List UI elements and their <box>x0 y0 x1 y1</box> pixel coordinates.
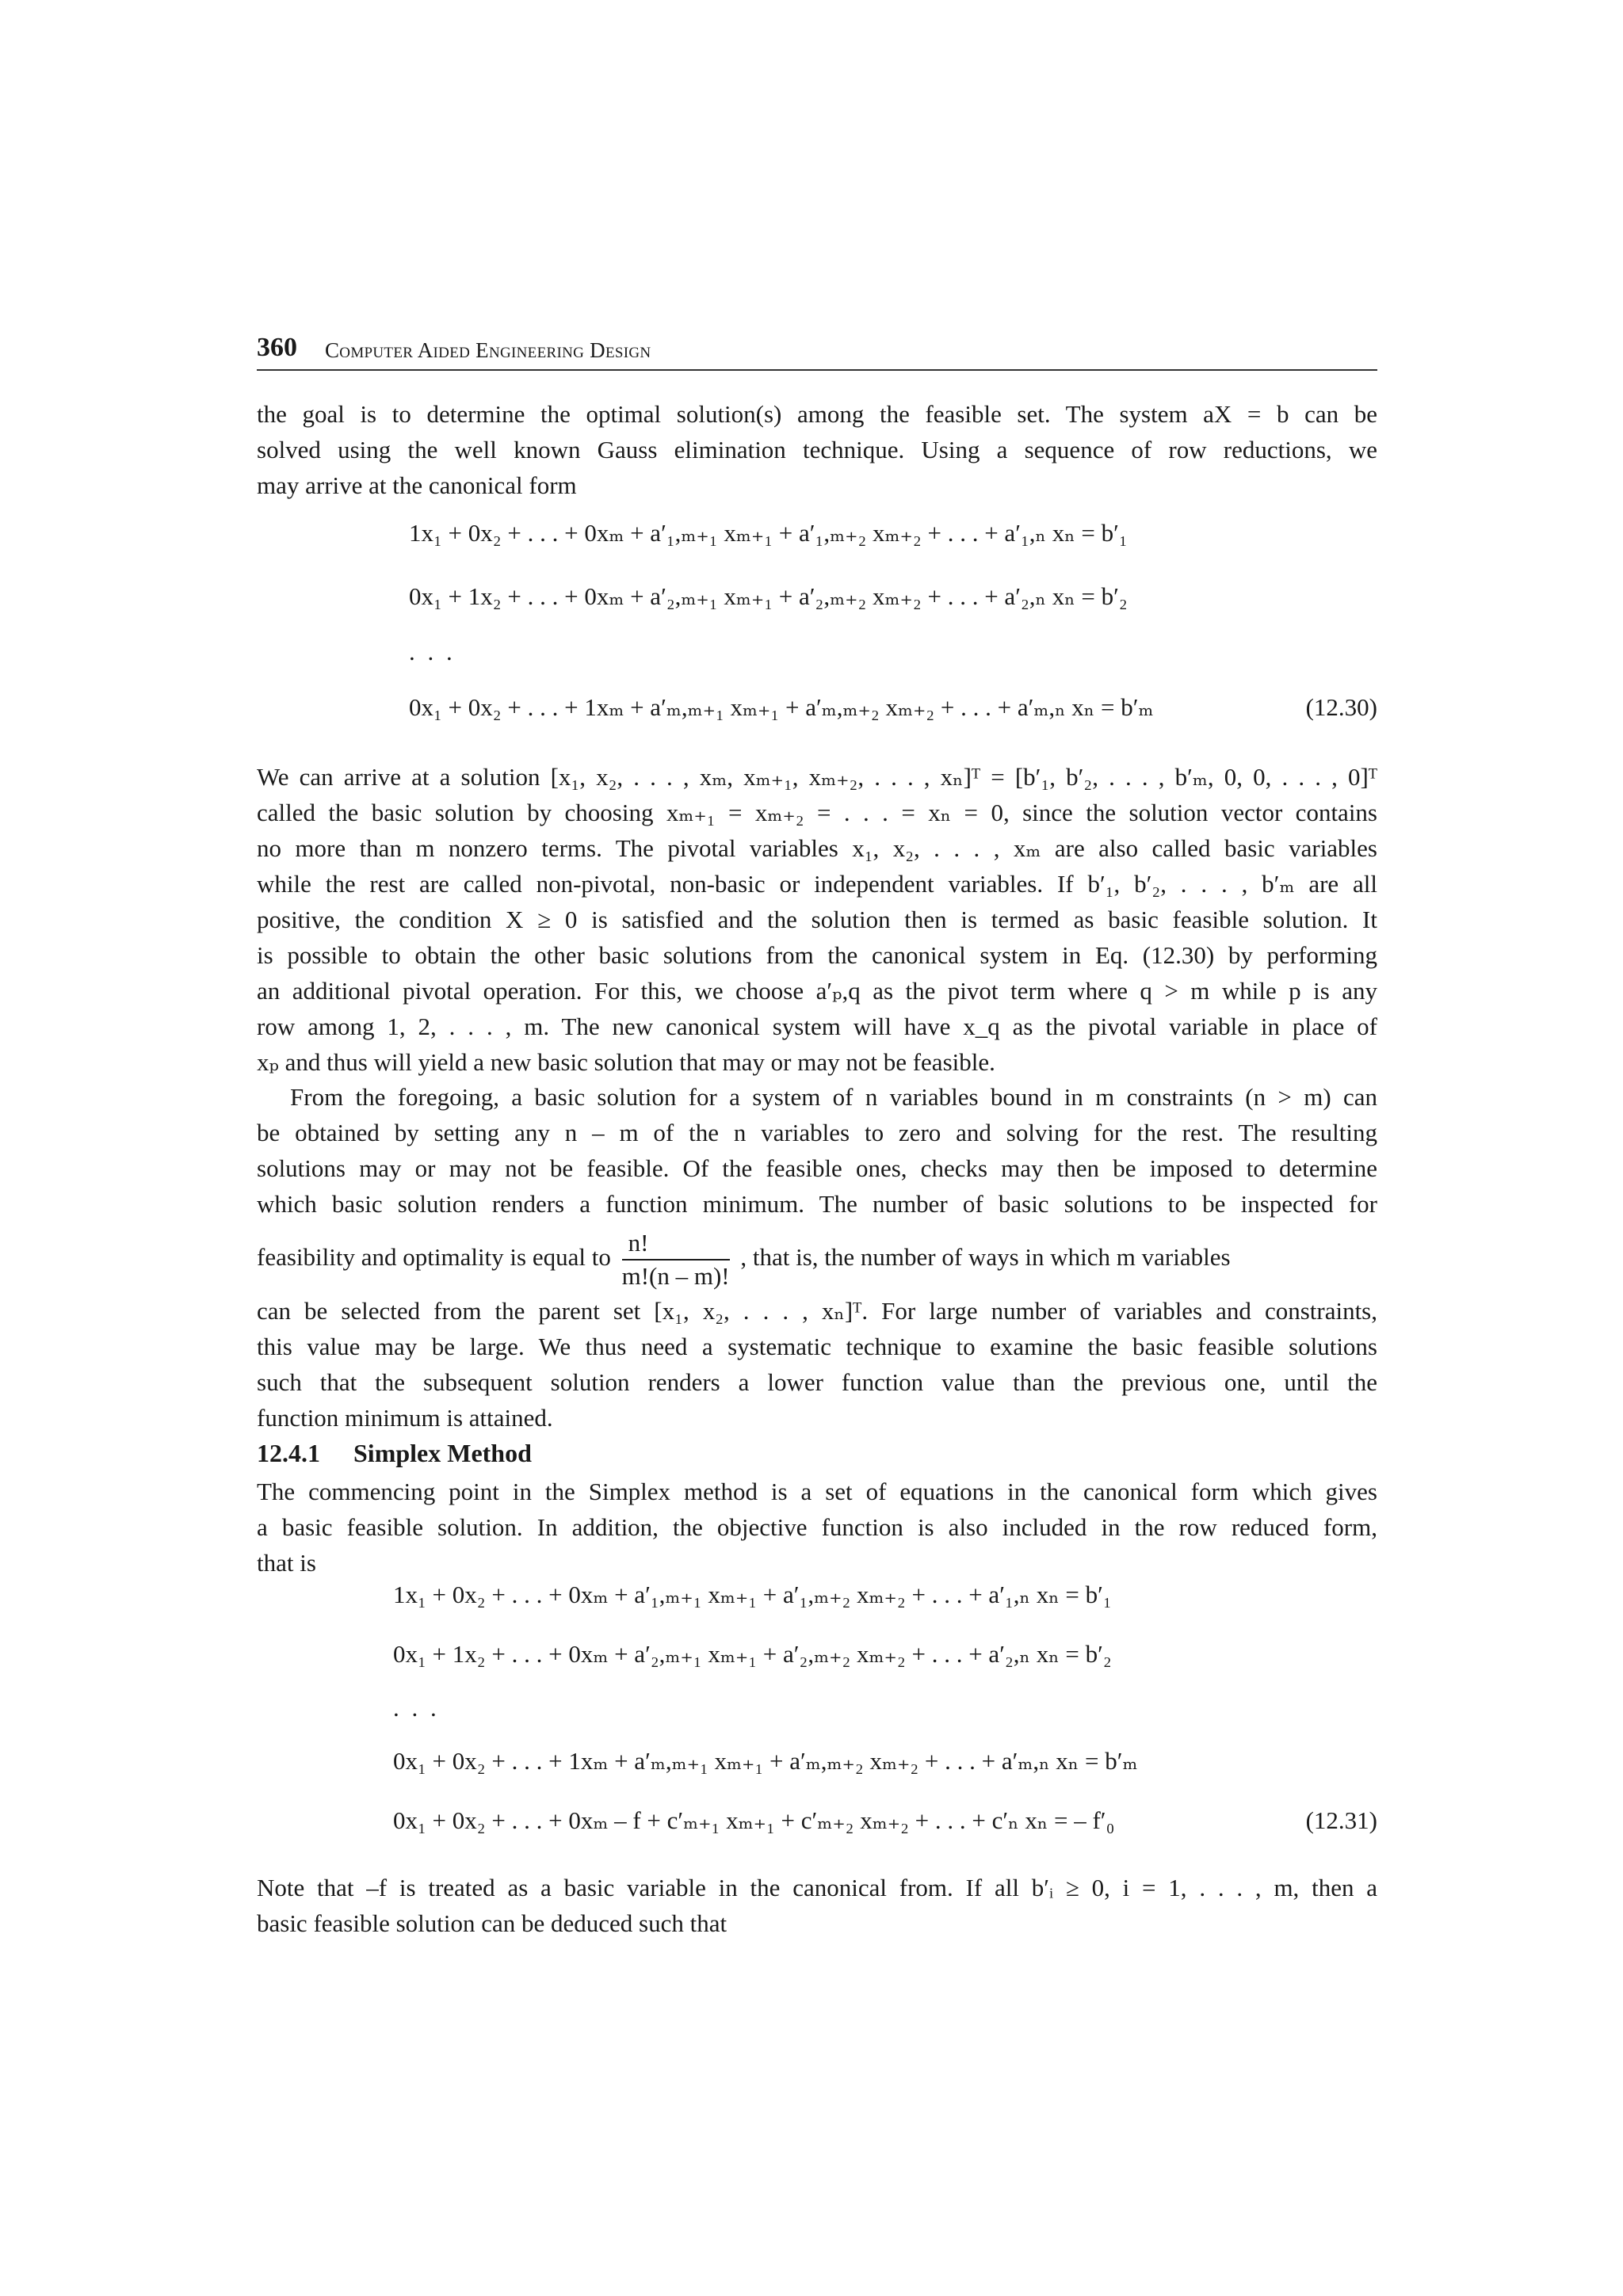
equation-row: 0x₁ + 1x₂ + . . . + 0xₘ + a′₂,ₘ₊₁ xₘ₊₁ + a′₂,ₘ₊₂ xₘ₊₂ + . . . + a′₂,ₙ xₙ = b′₂ <box>393 1640 1112 1668</box>
text-line: We can arrive at a solution [x₁, x₂, . . . , xₘ, xₘ₊₁, xₘ₊₂, . . . , xₙ]ᵀ = [b′₁, b′₂, . . . , b′ₘ, 0, 0, . . . , 0]ᵀ <box>257 763 1377 791</box>
text-line: xₚ and thus will yield a new basic solution that may or may not be feasible. <box>257 1048 995 1076</box>
text-line: Note that –f is treated as a basic variable in the canonical from. If all b′ᵢ ≥ 0, i = 1, . . . , m, then a <box>257 1874 1377 1901</box>
text-line: basic feasible solution can be deduced such that <box>257 1909 727 1937</box>
equation-row: 0x₁ + 1x₂ + . . . + 0xₘ + a′₂,ₘ₊₁ xₘ₊₁ + a′₂,ₘ₊₂ xₘ₊₂ + . . . + a′₂,ₙ xₙ = b′₂ <box>409 582 1128 610</box>
text-line: be obtained by setting any n – m of the n variables to zero and solving for the rest. The resulting <box>257 1119 1377 1146</box>
text-line: called the basic solution by choosing xₘ₊₁ = xₘ₊₂ = . . . = xₙ = 0, since the solution vector contains <box>257 799 1377 826</box>
ellipsis: . . . <box>409 638 456 666</box>
text-line: the goal is to determine the optimal solution(s) among the feasible set. The system aX = b can be <box>257 400 1377 428</box>
text-line: no more than m nonzero terms. The pivotal variables x₁, x₂, . . . , xₘ are also called basic variables <box>257 834 1377 862</box>
text-line: row among 1, 2, . . . , m. The new canonical system will have x_q as the pivotal variable in place of <box>257 1013 1377 1040</box>
fraction-numerator: n! <box>622 1227 730 1261</box>
equation-12-31 <box>257 1577 1377 1862</box>
paragraph-simplex-intro <box>257 1474 1377 1581</box>
equation-12-30 <box>257 515 1377 737</box>
text-line: this value may be large. We thus need a systematic technique to examine the basic feasible solutions <box>257 1333 1377 1360</box>
ellipsis: . . . <box>393 1694 440 1722</box>
text-line: an additional pivotal operation. For this, we choose a′ₚ,q as the pivot term where q > m while p is any <box>257 977 1377 1005</box>
equation-row: 0x₁ + 0x₂ + . . . + 1xₘ + a′ₘ,ₘ₊₁ xₘ₊₁ + a′ₘ,ₘ₊₂ xₘ₊₂ + . . . + a′ₘ,ₙ xₙ = b′ₘ <box>409 693 1154 721</box>
text-line: positive, the condition X ≥ 0 is satisfied and the solution then is termed as basic feasible solution. It <box>257 906 1377 933</box>
text-line: can be selected from the parent set [x₁, x₂, . . . , xₙ]ᵀ. For large number of variables and constraints, <box>257 1297 1377 1325</box>
text-line: solutions may or may not be feasible. Of the feasible ones, checks may then be imposed to determine <box>257 1154 1377 1182</box>
text-line: while the rest are called non-pivotal, non-basic or independent variables. If b′₁, b′₂, . . . , b′ₘ are all <box>257 870 1377 898</box>
intro-paragraph <box>257 396 1377 503</box>
page-number: 360 <box>257 333 297 362</box>
running-header <box>257 331 1377 371</box>
paragraph-basic-solution <box>257 759 1377 1080</box>
text-line: such that the subsequent solution renders a lower function value than the previous one, until the <box>257 1368 1377 1396</box>
equation-number: (12.30) <box>1305 693 1377 721</box>
paragraph-note <box>257 1870 1377 1941</box>
text-line: that is <box>257 1549 316 1577</box>
text-line: solved using the well known Gauss elimination technique. Using a sequence of row reductions, we <box>257 436 1377 463</box>
text-line: From the foregoing, a basic solution for a system of n variables bound in m constraints (n > m) can <box>290 1083 1377 1111</box>
equation-row: 1x₁ + 0x₂ + . . . + 0xₘ + a′₁,ₘ₊₁ xₘ₊₁ + a′₁,ₘ₊₂ xₘ₊₂ + . . . + a′₁,ₙ xₙ = b′₁ <box>409 519 1128 547</box>
text-line: which basic solution renders a function minimum. The number of basic solutions to be inspected for <box>257 1190 1377 1218</box>
text-fragment: , that is, the number of ways in which m variables <box>740 1243 1231 1271</box>
text-fragment: feasibility and optimality is equal to <box>257 1243 611 1271</box>
section-number: 12.4.1 <box>257 1439 320 1467</box>
book-title: Computer Aided Engineering Design <box>325 338 651 362</box>
equation-number: (12.31) <box>1305 1806 1377 1834</box>
text-line: The commencing point in the Simplex method is a set of equations in the canonical form which gives <box>257 1478 1377 1505</box>
text-line: may arrive at the canonical form <box>257 471 577 499</box>
text-line: function minimum is attained. <box>257 1404 553 1432</box>
equation-row: 1x₁ + 0x₂ + . . . + 0xₘ + a′₁,ₘ₊₁ xₘ₊₁ + a′₁,ₘ₊₂ xₘ₊₂ + . . . + a′₁,ₙ xₙ = b′₁ <box>393 1581 1112 1608</box>
text-line: a basic feasible solution. In addition, the objective function is also included in the row reduced form, <box>257 1513 1377 1541</box>
section-heading <box>257 1439 1377 1468</box>
fraction-denominator: m!(n – m)! <box>621 1261 730 1290</box>
fraction <box>622 1227 730 1292</box>
section-title: Simplex Method <box>353 1439 532 1467</box>
paragraph-foregoing <box>257 1079 1377 1436</box>
fraction-line <box>257 1222 1377 1293</box>
text-line: is possible to obtain the other basic solutions from the canonical system in Eq. (12.30) by performing <box>257 941 1377 969</box>
equation-row: 0x₁ + 0x₂ + . . . + 0xₘ – f + c′ₘ₊₁ xₘ₊₁ + c′ₘ₊₂ xₘ₊₂ + . . . + c′ₙ xₙ = – f′₀ <box>393 1806 1115 1834</box>
equation-row: 0x₁ + 0x₂ + . . . + 1xₘ + a′ₘ,ₘ₊₁ xₘ₊₁ + a′ₘ,ₘ₊₂ xₘ₊₂ + . . . + a′ₘ,ₙ xₙ = b′ₘ <box>393 1747 1138 1775</box>
